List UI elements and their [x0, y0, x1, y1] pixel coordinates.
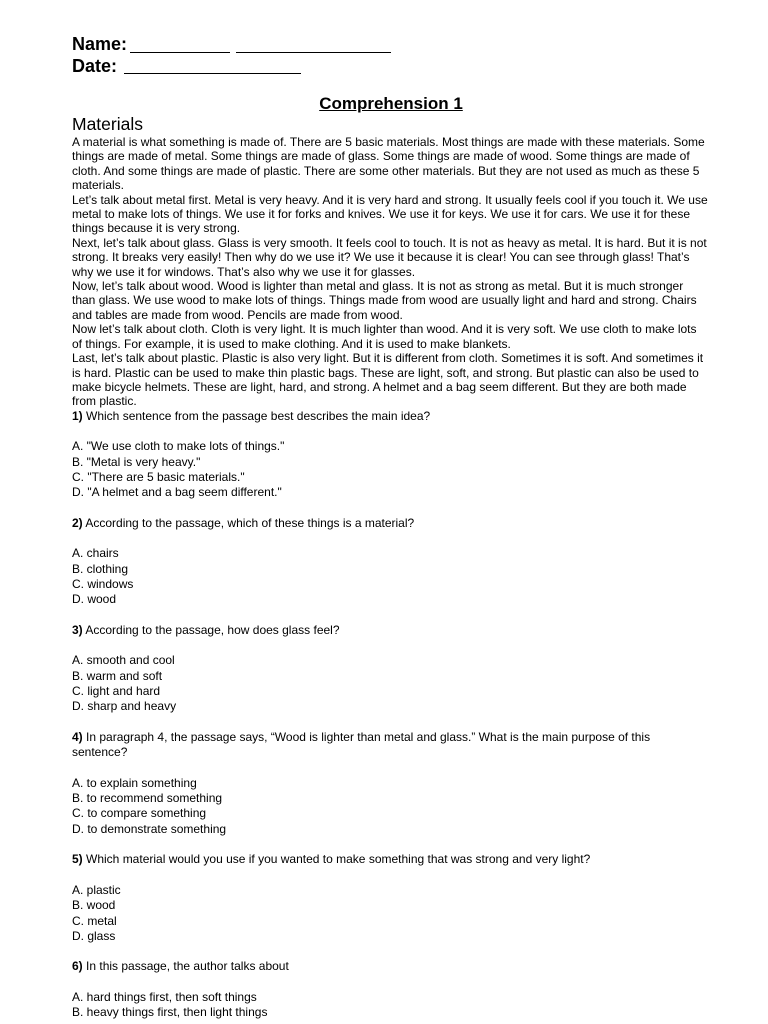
question-2-option-c[interactable]: C. windows — [72, 576, 134, 591]
question-3-option-d[interactable]: D. sharp and heavy — [72, 699, 177, 714]
question-6-prompt — [72, 959, 708, 974]
question-4-prompt — [72, 730, 708, 761]
question-3-option-a[interactable]: A. smooth and cool — [72, 653, 175, 668]
worksheet-title: Comprehension 1 — [319, 94, 463, 113]
question-5-text: Which material would you use if you wanted to make something that was strong and very light? — [86, 852, 591, 867]
question-3-option-b[interactable]: B. warm and soft — [72, 668, 163, 683]
name-line-right — [236, 52, 391, 53]
name-label: Name: — [72, 34, 128, 54]
question-2 — [72, 516, 708, 623]
passage-paragraph-4: Now, let’s talk about wood. Wood is lighter than metal and glass. It is not as strong as metal. But it is much stronger than glass. We use wood to make lots of things. Things made from wood are usually light and hard and strong. Chairs and tables are made from wood. Pencils are made from wood. — [72, 279, 697, 322]
passage-paragraph-5: Now let’s talk about cloth. Cloth is very light. It is much lighter than wood. And it is very soft. We use cloth to make lots of things. For example, it is used to make clothing. And it is used to make blankets. — [72, 322, 697, 351]
passage-paragraph-1: A material is what something is made of. There are 5 basic materials. Most things are made with these materials. Some things are made of metal. Some things are made of glass. Some things are made of wood. Some things are made of cloth. And some things are made of plastic. There are some other materials. But they are not used as much as these 5 materials. — [72, 135, 705, 193]
question-6-option-b[interactable]: B. heavy things first, then light things — [72, 1005, 268, 1020]
name-line-left — [130, 52, 230, 53]
question-2-number: 2) — [72, 515, 83, 530]
question-1-option-c[interactable]: C. "There are 5 basic materials." — [72, 469, 245, 484]
question-5-option-b[interactable]: B. wood — [72, 898, 116, 913]
question-1-option-b[interactable]: B. "Metal is very heavy." — [72, 454, 201, 469]
passage-and-questions — [72, 135, 708, 1021]
passage-subtitle: Materials — [72, 114, 143, 134]
question-3-number: 3) — [72, 622, 83, 637]
question-6-number: 6) — [72, 959, 83, 974]
question-2-text: According to the passage, which of these things is a material? — [85, 515, 415, 530]
question-3-prompt — [72, 623, 708, 638]
question-4-number: 4) — [72, 729, 83, 744]
date-line — [124, 73, 301, 74]
question-6-option-a[interactable]: A. hard things first, then soft things — [72, 990, 257, 1004]
question-4-option-a[interactable]: A. to explain something — [72, 775, 197, 790]
question-1-option-d[interactable]: D. "A helmet and a bag seem different." — [72, 485, 282, 500]
question-5-option-c[interactable]: C. metal — [72, 913, 117, 928]
question-3-text: According to the passage, how does glass feel? — [85, 622, 340, 637]
question-2-option-a[interactable]: A. chairs — [72, 546, 119, 561]
passage-paragraph-2: Let’s talk about metal first. Metal is very heavy. And it is very hard and strong. It usually feels cool if you touch it. We use metal to make lots of things. We use it for forks and knives. We use it for keys. We use it for cars. We use it for these things because it is very strong. — [72, 192, 708, 236]
question-1-number: 1) — [72, 408, 83, 423]
question-1-option-a[interactable]: A. "We use cloth to make lots of things." — [72, 439, 285, 454]
question-4 — [72, 730, 708, 852]
question-2-prompt — [72, 516, 708, 531]
question-3-option-c[interactable]: C. light and hard — [72, 684, 161, 699]
question-4-option-d[interactable]: D. to demonstrate something — [72, 821, 227, 836]
question-5-number: 5) — [72, 852, 83, 867]
passage-paragraph-3: Next, let’s talk about glass. Glass is very smooth. It feels cool to touch. It is not as heavy as metal. It is hard. But it is not strong. It breaks very easily! Then why do we use it? We use it because it is clear! You can see through glass! That’s why we use it for windows. That’s also why we use it for glasses. — [72, 235, 707, 279]
question-2-option-d[interactable]: D. wood — [72, 592, 117, 607]
question-1-text: Which sentence from the passage best describes the main idea? — [86, 408, 431, 423]
question-1 — [72, 409, 708, 516]
question-4-option-c[interactable]: C. to compare something — [72, 806, 207, 821]
question-6 — [72, 959, 708, 1020]
question-6-text: In this passage, the author talks about — [86, 959, 289, 974]
question-5 — [72, 852, 708, 959]
question-2-option-b[interactable]: B. clothing — [72, 561, 129, 576]
question-3 — [72, 623, 708, 730]
question-5-prompt — [72, 852, 708, 867]
question-1-prompt — [72, 409, 708, 424]
question-4-option-b[interactable]: B. to recommend something — [72, 791, 223, 806]
passage-paragraph-6: Last, let’s talk about plastic. Plastic is also very light. But it is different from cloth. Sometimes it is soft. And sometimes it is hard. Plastic can be used to make thin plastic bags. These are light, soft, and strong. But plastic can also be used to make bicycle helmets. These are light, hard, and strong. A helmet and a bag seem different. But they are both made from plastic. — [72, 351, 704, 409]
question-4-text: In paragraph 4, the passage says, “Wood is lighter than metal and glass.” What is the main purpose of this sentence? — [72, 729, 651, 760]
question-5-option-d[interactable]: D. glass — [72, 928, 116, 943]
date-label: Date: — [72, 56, 118, 76]
question-5-option-a[interactable]: A. plastic — [72, 882, 121, 897]
